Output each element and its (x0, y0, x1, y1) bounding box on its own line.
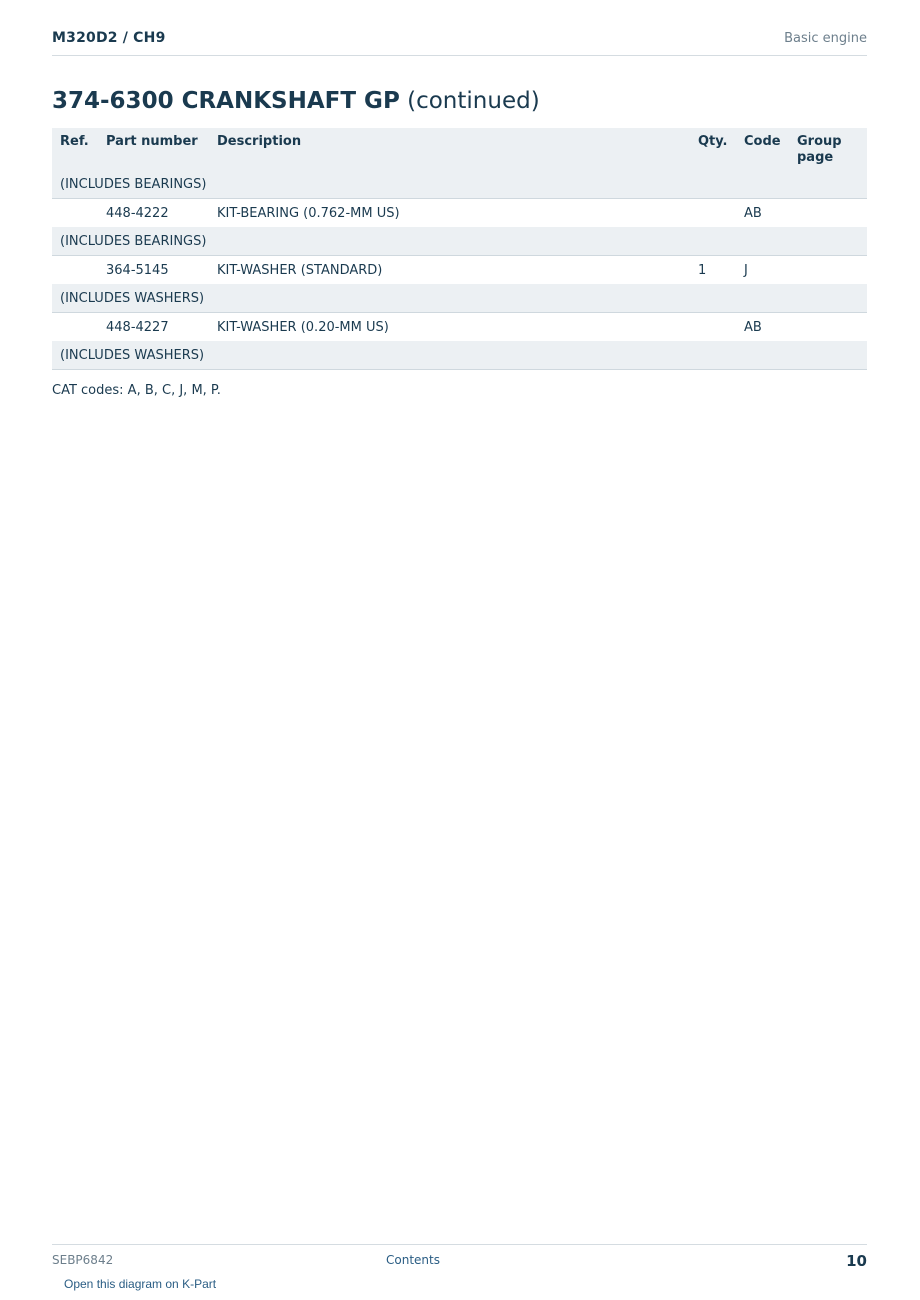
table-header-row (52, 128, 867, 170)
group-page-cell (789, 256, 867, 285)
col-group-page: Group page (789, 128, 867, 170)
table-row (52, 256, 867, 285)
col-qty: Qty. (690, 128, 736, 170)
section-name: Basic engine (784, 31, 867, 46)
kpart-link[interactable]: Open this diagram on K-Part (64, 1277, 217, 1291)
qty-cell (690, 313, 736, 342)
col-code: Code (736, 128, 789, 170)
col-description: Description (209, 128, 690, 170)
model-chapter: M320D2 / CH9 (52, 30, 166, 46)
note-row (52, 284, 867, 313)
note-text: (INCLUDES WASHERS) (52, 284, 867, 313)
col-ref: Ref. (52, 128, 98, 170)
document-id: SEBP6842 (52, 1253, 114, 1267)
col-part-number: Part number (98, 128, 209, 170)
description-cell: KIT-WASHER (STANDARD) (209, 256, 690, 285)
description-cell: KIT-WASHER (0.20-MM US) (209, 313, 690, 342)
part-number-cell: 364-5145 (98, 256, 209, 285)
contents-link[interactable]: Contents (386, 1253, 440, 1267)
title-suffix: (continued) (407, 88, 540, 114)
note-text: (INCLUDES BEARINGS) (52, 227, 867, 256)
footer-divider (52, 1244, 867, 1245)
ref-cell (52, 313, 98, 342)
page-title (52, 88, 540, 114)
note-row (52, 170, 867, 199)
qty-cell (690, 199, 736, 228)
group-page-cell (789, 313, 867, 342)
description-cell: KIT-BEARING (0.762-MM US) (209, 199, 690, 228)
part-number-cell: 448-4222 (98, 199, 209, 228)
title-part: 374-6300 CRANKSHAFT GP (52, 88, 400, 114)
table-row (52, 199, 867, 228)
group-page-cell (789, 199, 867, 228)
note-text: (INCLUDES WASHERS) (52, 341, 867, 370)
code-cell: J (736, 256, 789, 285)
part-number-cell: 448-4227 (98, 313, 209, 342)
ref-cell (52, 199, 98, 228)
note-row (52, 227, 867, 256)
table-row (52, 313, 867, 342)
page-number: 10 (846, 1252, 867, 1270)
code-cell: AB (736, 313, 789, 342)
ref-cell (52, 256, 98, 285)
note-text: (INCLUDES BEARINGS) (52, 170, 867, 199)
parts-table (52, 128, 867, 370)
qty-cell: 1 (690, 256, 736, 285)
page-header (52, 28, 867, 56)
cat-codes: CAT codes: A, B, C, J, M, P. (52, 383, 221, 398)
code-cell: AB (736, 199, 789, 228)
note-row (52, 341, 867, 370)
